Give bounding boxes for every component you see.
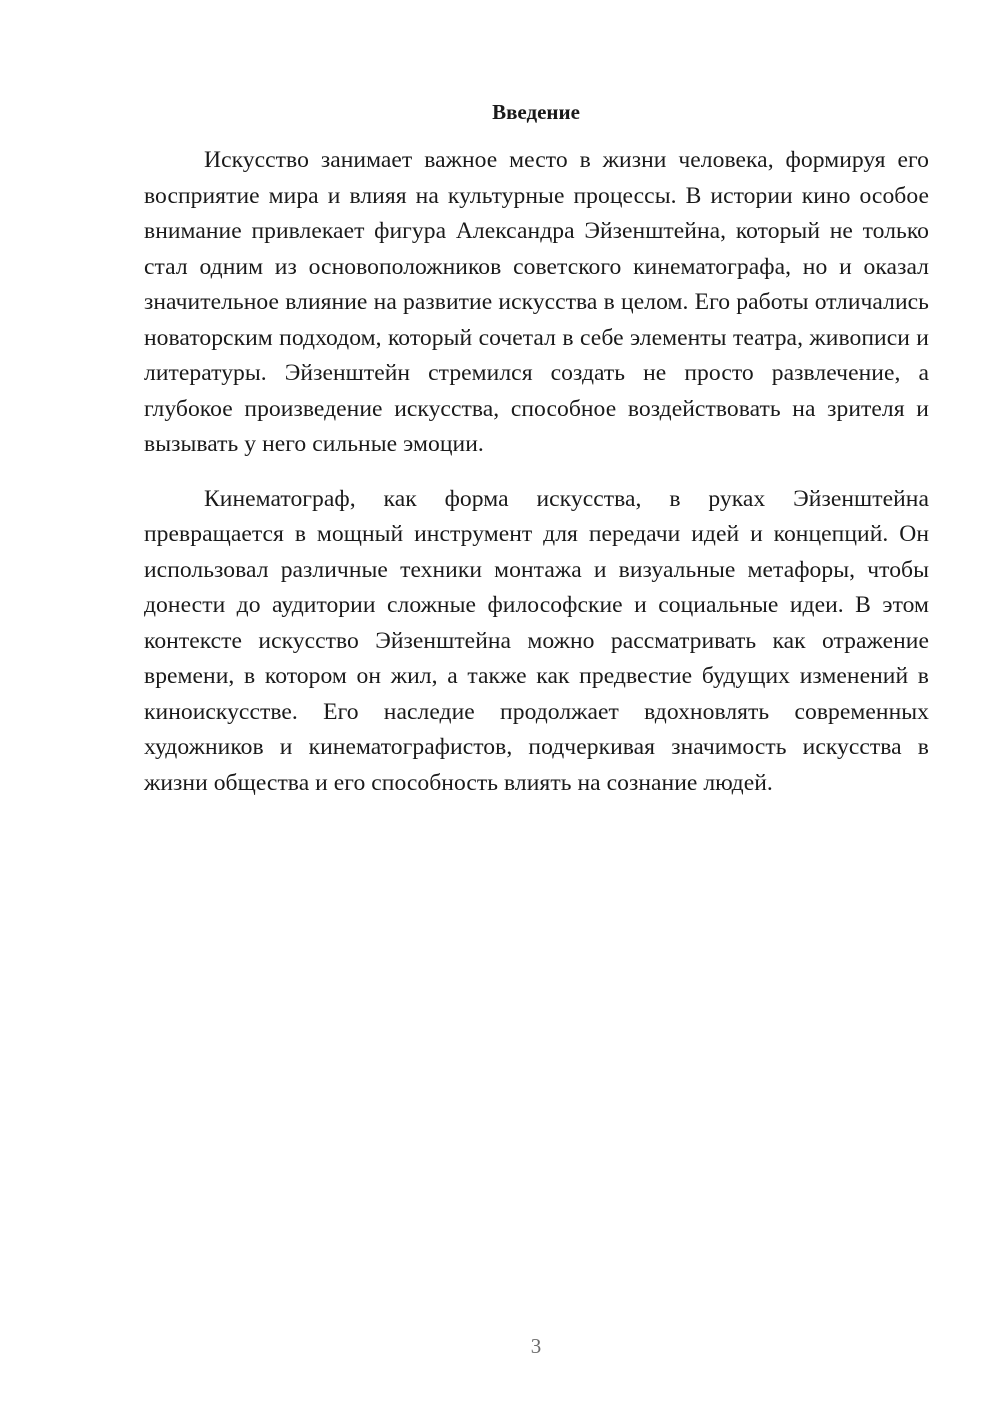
body-text xyxy=(144,143,929,801)
page-number: 3 xyxy=(530,1334,542,1358)
paragraph-2: Кинематограф, как форма искусства, в руках Эйзенштейна превращается в мощный инструмент для передачи идей и концепций. Он использовал различные техники монтажа и визуальные метафоры, чтобы донести до аудитории сложные философские и социальные идеи. В этом контексте искусство Эйзенштейна можно рассматривать как отражение времени, в котором он жил, а также как предвестие будущих изменений в киноискусстве. Его наследие продолжает вдохновлять современных художников и кинематографистов, подчеркивая значимость искусства в жизни общества и его способность влиять на сознание людей. xyxy=(144,485,929,796)
section-heading: Введение xyxy=(492,100,580,124)
paragraph-1: Искусство занимает важное место в жизни человека, формируя его восприятие мира и влияя на культурные процессы. В истории кино особое внимание привлекает фигура Александра Эйзенштейна, который не только стал одним из основоположников советского кинематографа, но и оказал значительное влияние на развитие искусства в целом. Его работы отличались новаторским подходом, который сочетал в себе элементы театра, живописи и литературы. Эйзенштейн стремился создать не просто развлечение, а глубокое произведение искусства, способное воздействовать на зрителя и вызывать у него сильные эмоции. xyxy=(144,147,929,457)
